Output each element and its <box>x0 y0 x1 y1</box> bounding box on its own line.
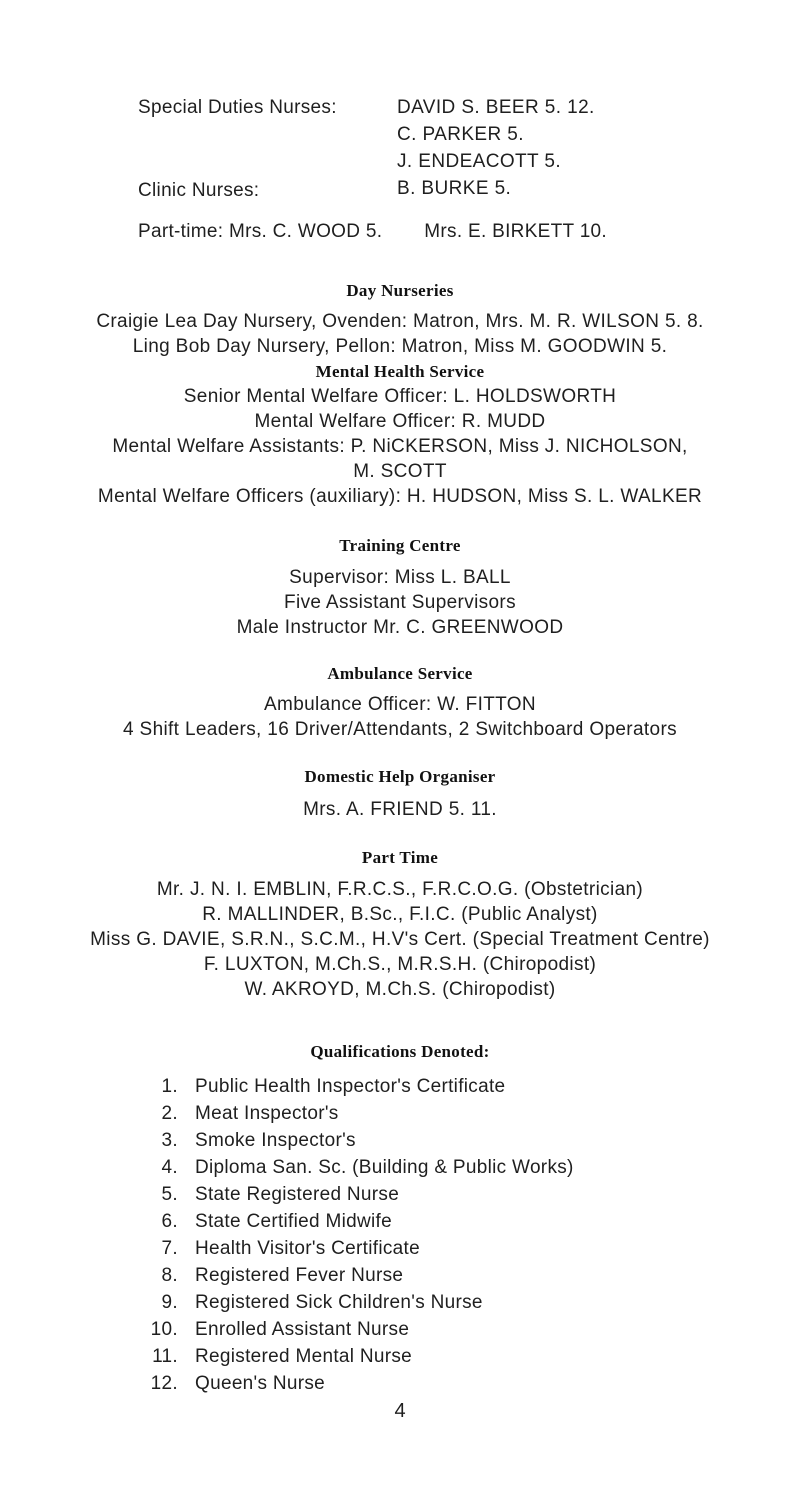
qualification-text: Public Health Inspector's Certificate <box>195 1076 506 1097</box>
domestic-help-line: Mrs. A. FRIEND 5. 11. <box>303 799 497 820</box>
training-centre-heading: Training Centre <box>339 536 461 555</box>
ambulance-line: Ambulance Officer: W. FITTON <box>264 694 536 715</box>
part-time-line: Mr. J. N. I. EMBLIN, F.R.C.S., F.R.C.O.G. (Obstetrician) <box>156 879 644 900</box>
qualification-number: 5. <box>161 1184 178 1205</box>
qualification-number: 2. <box>161 1103 178 1124</box>
day-nursery-line: Ling Bob Day Nursery, Pellon: Matron, Miss M. GOODWIN 5. <box>132 336 668 357</box>
qualification-number: 10. <box>150 1319 178 1340</box>
special-duties-name: J. ENDEACOTT 5. <box>397 151 562 172</box>
qualification-number: 8. <box>161 1265 178 1286</box>
clinic-nurses-label: Clinic Nurses: <box>138 180 260 201</box>
qualification-text: Queen's Nurse <box>195 1373 326 1394</box>
part-time-line: W. AKROYD, M.Ch.S. (Chiropodist) <box>244 979 556 1000</box>
part-time-line: F. LUXTON, M.Ch.S., M.R.S.H. (Chiropodist) <box>203 954 597 975</box>
qualification-item <box>144 1238 744 1262</box>
qualification-item <box>144 1184 744 1208</box>
qualification-text: Enrolled Assistant Nurse <box>195 1319 410 1340</box>
mental-health-line: Mental Welfare Officer: R. MUDD <box>254 411 546 432</box>
part-time-nurse: Mrs. C. WOOD 5. <box>228 221 383 242</box>
part-time-nurse: Mrs. E. BIRKETT 10. <box>424 221 608 242</box>
qualification-number: 6. <box>161 1211 178 1232</box>
qualification-text: Health Visitor's Certificate <box>195 1238 420 1259</box>
qualification-item <box>144 1292 744 1316</box>
part-time-heading: Part Time <box>361 848 439 867</box>
day-nursery-line: Craigie Lea Day Nursery, Ovenden: Matron, Mrs. M. R. WILSON 5. 8. <box>96 311 704 332</box>
training-centre-line: Supervisor: Miss L. BALL <box>289 567 511 588</box>
part-time-line: Miss G. DAVIE, S.R.N., S.C.M., H.V's Cert. (Special Treatment Centre) <box>90 929 710 950</box>
qualification-item <box>144 1103 744 1127</box>
qualifications-heading: Qualifications Denoted: <box>310 1042 490 1061</box>
part-time-label: Part-time: <box>138 221 224 242</box>
qualification-number: 1. <box>161 1076 178 1097</box>
training-centre-line: Five Assistant Supervisors <box>284 592 516 613</box>
qualification-number: 11. <box>152 1346 178 1367</box>
ambulance-line: 4 Shift Leaders, 16 Driver/Attendants, 2 Switchboard Operators <box>123 719 677 740</box>
mental-health-line: Mental Welfare Assistants: P. NiCKERSON, Miss J. NICHOLSON, <box>112 436 688 457</box>
qualification-number: 12. <box>150 1373 178 1394</box>
qualification-number: 4. <box>161 1157 178 1178</box>
qualification-item <box>144 1157 764 1181</box>
special-duties-name: C. PARKER 5. <box>397 124 524 145</box>
qualification-item <box>144 1211 744 1235</box>
qualification-text: State Certified Midwife <box>195 1211 392 1232</box>
qualification-item <box>144 1265 744 1289</box>
special-duties-name: B. BURKE 5. <box>397 178 512 199</box>
qualification-item <box>144 1346 744 1370</box>
qualification-text: Meat Inspector's <box>195 1103 339 1124</box>
part-time-nurses-line <box>138 221 607 243</box>
special-duties-name: DAVID S. BEER 5. 12. <box>397 97 595 118</box>
qualification-text: Smoke Inspector's <box>195 1130 356 1151</box>
qualification-item <box>144 1319 744 1343</box>
domestic-help-heading: Domestic Help Organiser <box>304 767 496 786</box>
qualification-number: 9. <box>161 1292 178 1313</box>
qualification-item <box>144 1130 744 1154</box>
qualification-text: State Registered Nurse <box>195 1184 400 1205</box>
qualification-text: Registered Sick Children's Nurse <box>195 1292 483 1313</box>
training-centre-line: Male Instructor Mr. C. GREENWOOD <box>236 617 564 638</box>
qualification-number: 3. <box>161 1130 178 1151</box>
mental-health-line: Senior Mental Welfare Officer: L. HOLDSWORTH <box>183 386 617 407</box>
qualification-text: Registered Mental Nurse <box>195 1346 413 1367</box>
mental-health-line: Mental Welfare Officers (auxiliary): H. HUDSON, Miss S. L. WALKER <box>97 486 703 507</box>
mental-health-heading: Mental Health Service <box>315 362 485 381</box>
part-time-line: R. MALLINDER, B.Sc., F.I.C. (Public Analyst) <box>202 904 598 925</box>
qualification-item <box>144 1373 744 1397</box>
ambulance-heading: Ambulance Service <box>327 664 473 683</box>
page-number: 4 <box>394 1400 406 1422</box>
qualification-text: Diploma San. Sc. (Building & Public Works) <box>195 1157 574 1178</box>
qualification-text: Registered Fever Nurse <box>195 1265 404 1286</box>
qualification-number: 7. <box>161 1238 178 1259</box>
special-duties-label: Special Duties Nurses: <box>138 97 337 118</box>
qualification-item <box>144 1076 744 1100</box>
mental-health-line: M. SCOTT <box>353 461 447 482</box>
day-nurseries-heading: Day Nurseries <box>346 281 454 300</box>
